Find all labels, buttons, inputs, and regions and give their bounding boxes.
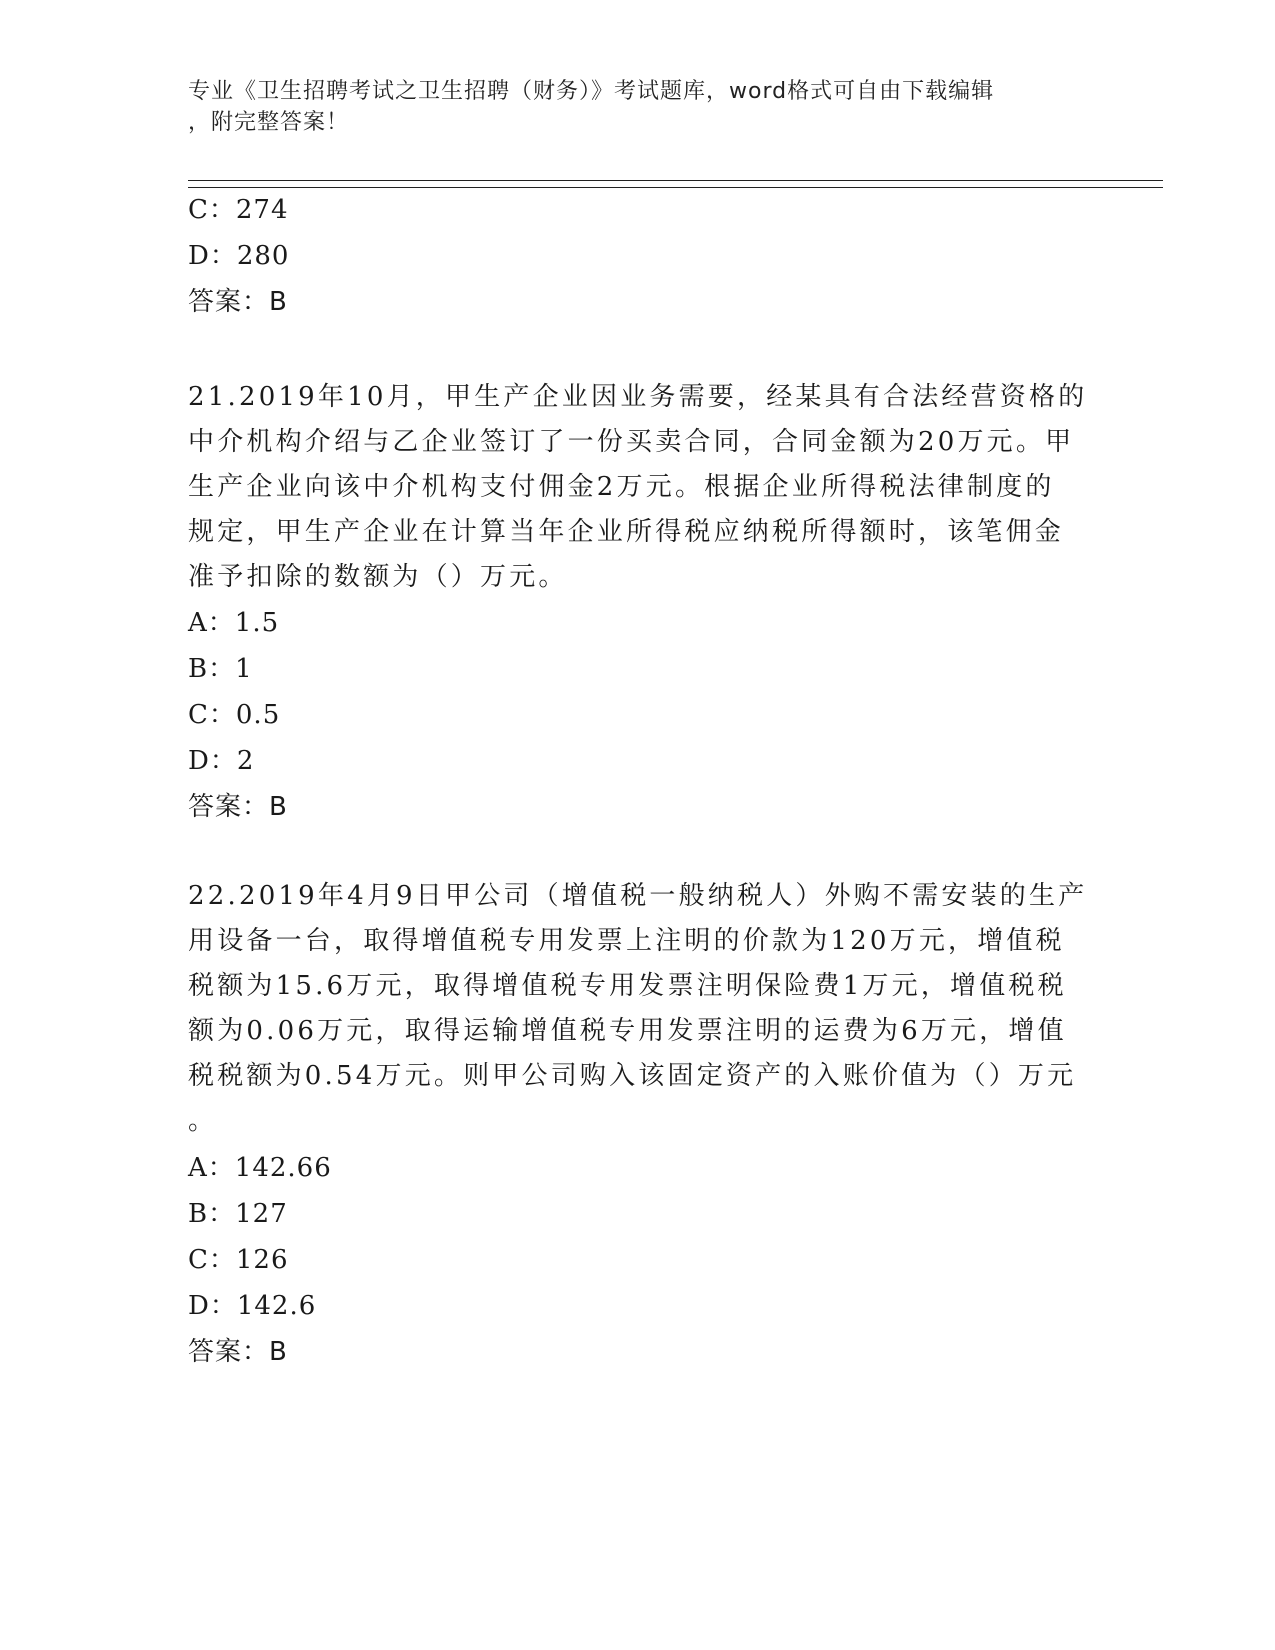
question-22 bbox=[188, 874, 1088, 1144]
header-line-1: 专业《卫生招聘考试之卫生招聘（财务）》考试题库，word格式可自由下载编辑 bbox=[188, 79, 995, 104]
question-text-line: 额为0.06万元，取得运输增值税专用发票注明的运费为6万元，增值 bbox=[188, 1016, 1067, 1046]
answer: 答案：B bbox=[188, 1337, 288, 1367]
option-d: D：2 bbox=[188, 746, 255, 776]
option-b: B：1 bbox=[188, 654, 253, 684]
option-b: B：127 bbox=[188, 1199, 288, 1229]
option-d: D：280 bbox=[188, 241, 290, 271]
question-text-line: 。 bbox=[188, 1106, 218, 1136]
question-text-line: 中介机构介绍与乙企业签订了一份买卖合同，合同金额为20万元。甲 bbox=[188, 427, 1075, 457]
question-text-line: 准予扣除的数额为（）万元。 bbox=[188, 562, 568, 592]
question-21-options bbox=[188, 600, 1088, 830]
option-c: C：274 bbox=[188, 195, 289, 225]
header-line-2: ，附完整答案！ bbox=[188, 110, 350, 135]
question-21 bbox=[188, 375, 1088, 600]
question-text-line: 税额为15.6万元，取得增值税专用发票注明保险费1万元，增值税税 bbox=[188, 971, 1067, 1001]
document-header bbox=[188, 76, 1068, 138]
option-c: C：0.5 bbox=[188, 700, 281, 730]
question-text-line: 生产企业向该中介机构支付佣金2万元。根据企业所得税法律制度的 bbox=[188, 472, 1055, 502]
prev-question-tail bbox=[188, 187, 1088, 325]
option-c: C：126 bbox=[188, 1245, 289, 1275]
question-text-line: 规定，甲生产企业在计算当年企业所得税应纳税所得额时，该笔佣金 bbox=[188, 517, 1065, 547]
question-22-options bbox=[188, 1145, 1088, 1375]
option-a: A：1.5 bbox=[188, 608, 280, 638]
question-text-line: 税税额为0.54万元。则甲公司购入该固定资产的入账价值为（）万元 bbox=[188, 1061, 1077, 1091]
answer: 答案：B bbox=[188, 792, 288, 822]
question-text-line: 21.2019年10月，甲生产企业因业务需要，经某具有合法经营资格的 bbox=[188, 382, 1088, 412]
question-text-line: 用设备一台，取得增值税专用发票上注明的价款为120万元，增值税 bbox=[188, 926, 1065, 956]
option-d: D：142.6 bbox=[188, 1291, 317, 1321]
option-a: A：142.66 bbox=[188, 1153, 332, 1183]
answer: 答案：B bbox=[188, 287, 288, 317]
question-text-line: 22.2019年4月9日甲公司（增值税一般纳税人）外购不需安装的生产 bbox=[188, 881, 1088, 911]
